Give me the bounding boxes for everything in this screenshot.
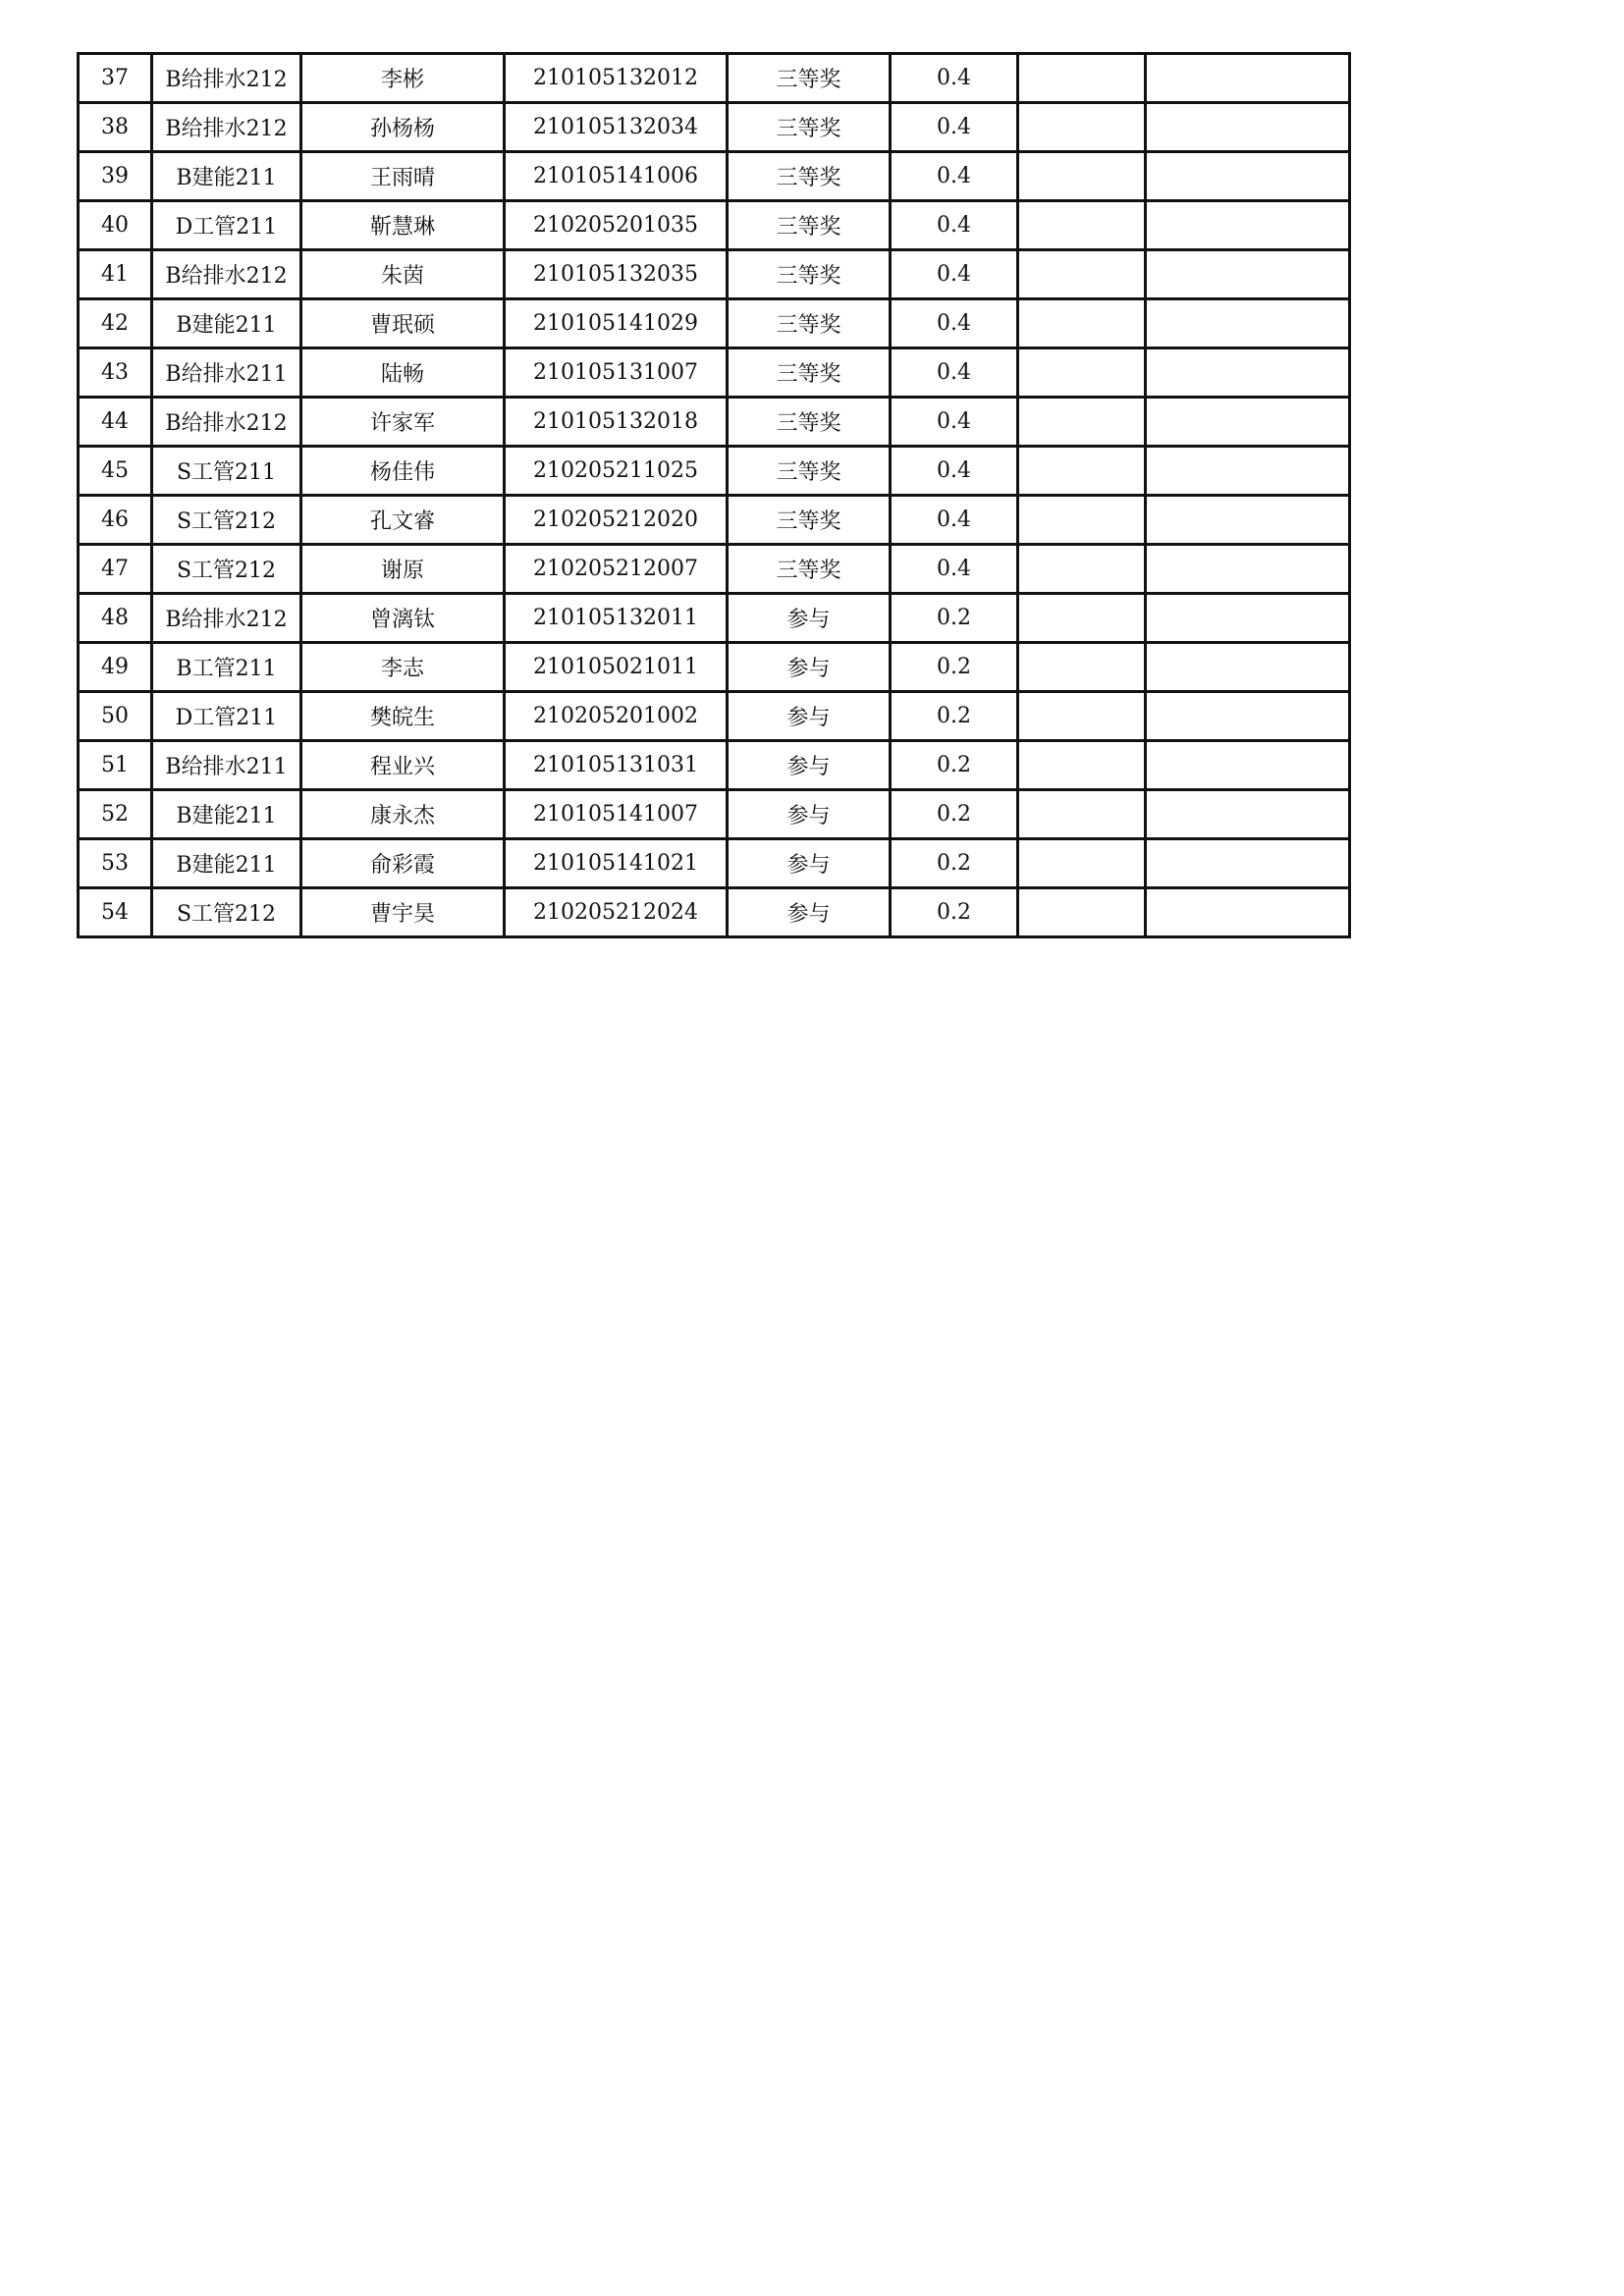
blank-cell [1018,103,1146,152]
row-number-cell: 40 [79,201,152,250]
blank-cell [1018,545,1146,594]
blank-cell [1018,250,1146,299]
award-table-body [79,54,1350,937]
student-id-cell: 210105132034 [505,103,728,152]
row-number-cell: 41 [79,250,152,299]
table-row [79,496,1350,545]
student-id-cell: 210105132012 [505,54,728,103]
blank-cell [1018,741,1146,790]
blank-cell [1018,54,1146,103]
class-cell: B给排水212 [152,398,301,447]
award-level-cell: 参与 [728,643,891,692]
class-cell: B给排水212 [152,594,301,643]
row-number-cell: 44 [79,398,152,447]
score-cell: 0.4 [891,299,1018,348]
row-number-cell: 43 [79,348,152,398]
student-id-cell: 210105021011 [505,643,728,692]
student-name-cell: 陆畅 [301,348,505,398]
blank-cell [1018,398,1146,447]
class-cell: S工管212 [152,496,301,545]
row-number-cell: 38 [79,103,152,152]
score-cell: 0.4 [891,398,1018,447]
table-row [79,545,1350,594]
student-id-cell: 210105141007 [505,790,728,839]
blank-cell [1018,348,1146,398]
award-level-cell: 三等奖 [728,250,891,299]
blank-cell [1146,250,1350,299]
blank-cell [1146,496,1350,545]
award-level-cell: 三等奖 [728,398,891,447]
award-level-cell: 三等奖 [728,447,891,496]
blank-cell [1018,152,1146,201]
blank-cell [1146,692,1350,741]
blank-cell [1146,398,1350,447]
score-cell: 0.2 [891,888,1018,937]
table-row [79,152,1350,201]
row-number-cell: 45 [79,447,152,496]
score-cell: 0.4 [891,348,1018,398]
score-cell: 0.4 [891,250,1018,299]
blank-cell [1146,348,1350,398]
award-level-cell: 三等奖 [728,103,891,152]
student-name-cell: 杨佳伟 [301,447,505,496]
student-id-cell: 210105131031 [505,741,728,790]
blank-cell [1018,447,1146,496]
row-number-cell: 49 [79,643,152,692]
award-level-cell: 三等奖 [728,54,891,103]
class-cell: S工管211 [152,447,301,496]
student-name-cell: 王雨晴 [301,152,505,201]
student-name-cell: 曾漓钛 [301,594,505,643]
blank-cell [1018,201,1146,250]
blank-cell [1146,447,1350,496]
student-name-cell: 许家军 [301,398,505,447]
student-name-cell: 程业兴 [301,741,505,790]
table-row [79,201,1350,250]
blank-cell [1018,692,1146,741]
student-id-cell: 210105141021 [505,839,728,888]
award-level-cell: 参与 [728,839,891,888]
table-row [79,54,1350,103]
award-level-cell: 三等奖 [728,496,891,545]
blank-cell [1146,888,1350,937]
blank-cell [1018,888,1146,937]
table-row [79,643,1350,692]
student-id-cell: 210205212024 [505,888,728,937]
row-number-cell: 54 [79,888,152,937]
row-number-cell: 42 [79,299,152,348]
award-list-sheet [77,52,1351,938]
student-id-cell: 210105141006 [505,152,728,201]
class-cell: S工管212 [152,888,301,937]
student-name-cell: 俞彩霞 [301,839,505,888]
row-number-cell: 39 [79,152,152,201]
score-cell: 0.2 [891,839,1018,888]
student-name-cell: 谢原 [301,545,505,594]
student-name-cell: 朱茵 [301,250,505,299]
blank-cell [1018,839,1146,888]
table-row [79,888,1350,937]
blank-cell [1146,299,1350,348]
row-number-cell: 46 [79,496,152,545]
score-cell: 0.4 [891,103,1018,152]
class-cell: B建能211 [152,299,301,348]
class-cell: B给排水211 [152,741,301,790]
blank-cell [1146,545,1350,594]
class-cell: B建能211 [152,152,301,201]
score-cell: 0.2 [891,643,1018,692]
student-id-cell: 210205211025 [505,447,728,496]
student-name-cell: 李彬 [301,54,505,103]
student-name-cell: 孔文睿 [301,496,505,545]
class-cell: B建能211 [152,790,301,839]
award-level-cell: 三等奖 [728,545,891,594]
score-cell: 0.4 [891,201,1018,250]
table-row [79,741,1350,790]
class-cell: B给排水212 [152,54,301,103]
student-name-cell: 李志 [301,643,505,692]
student-name-cell: 曹珉硕 [301,299,505,348]
blank-cell [1146,201,1350,250]
table-row [79,103,1350,152]
table-row [79,692,1350,741]
table-row [79,447,1350,496]
student-id-cell: 210105141029 [505,299,728,348]
class-cell: B给排水212 [152,250,301,299]
student-name-cell: 樊皖生 [301,692,505,741]
score-cell: 0.4 [891,54,1018,103]
class-cell: S工管212 [152,545,301,594]
blank-cell [1146,643,1350,692]
blank-cell [1146,741,1350,790]
blank-cell [1146,790,1350,839]
student-name-cell: 康永杰 [301,790,505,839]
student-name-cell: 靳慧琳 [301,201,505,250]
score-cell: 0.2 [891,741,1018,790]
score-cell: 0.4 [891,447,1018,496]
award-level-cell: 三等奖 [728,201,891,250]
blank-cell [1018,299,1146,348]
table-row [79,790,1350,839]
student-name-cell: 曹宇昊 [301,888,505,937]
blank-cell [1018,496,1146,545]
student-id-cell: 210205201002 [505,692,728,741]
blank-cell [1018,790,1146,839]
score-cell: 0.4 [891,152,1018,201]
blank-cell [1146,839,1350,888]
blank-cell [1146,152,1350,201]
table-row [79,299,1350,348]
row-number-cell: 47 [79,545,152,594]
table-row [79,839,1350,888]
blank-cell [1146,54,1350,103]
award-level-cell: 参与 [728,594,891,643]
award-level-cell: 参与 [728,692,891,741]
row-number-cell: 53 [79,839,152,888]
blank-cell [1146,594,1350,643]
score-cell: 0.2 [891,594,1018,643]
student-id-cell: 210105131007 [505,348,728,398]
award-level-cell: 参与 [728,741,891,790]
table-row [79,348,1350,398]
table-row [79,250,1350,299]
student-name-cell: 孙杨杨 [301,103,505,152]
class-cell: B给排水211 [152,348,301,398]
class-cell: B给排水212 [152,103,301,152]
row-number-cell: 37 [79,54,152,103]
blank-cell [1018,643,1146,692]
blank-cell [1146,103,1350,152]
table-row [79,594,1350,643]
student-id-cell: 210205201035 [505,201,728,250]
row-number-cell: 52 [79,790,152,839]
row-number-cell: 50 [79,692,152,741]
student-id-cell: 210205212007 [505,545,728,594]
award-table [77,52,1351,938]
award-level-cell: 三等奖 [728,348,891,398]
student-id-cell: 210105132011 [505,594,728,643]
score-cell: 0.2 [891,692,1018,741]
row-number-cell: 51 [79,741,152,790]
award-level-cell: 参与 [728,790,891,839]
award-level-cell: 参与 [728,888,891,937]
class-cell: B工管211 [152,643,301,692]
student-id-cell: 210105132035 [505,250,728,299]
student-id-cell: 210105132018 [505,398,728,447]
score-cell: 0.2 [891,790,1018,839]
blank-cell [1018,594,1146,643]
score-cell: 0.4 [891,545,1018,594]
row-number-cell: 48 [79,594,152,643]
award-level-cell: 三等奖 [728,299,891,348]
score-cell: 0.4 [891,496,1018,545]
class-cell: B建能211 [152,839,301,888]
award-level-cell: 三等奖 [728,152,891,201]
table-row [79,398,1350,447]
student-id-cell: 210205212020 [505,496,728,545]
class-cell: D工管211 [152,201,301,250]
class-cell: D工管211 [152,692,301,741]
